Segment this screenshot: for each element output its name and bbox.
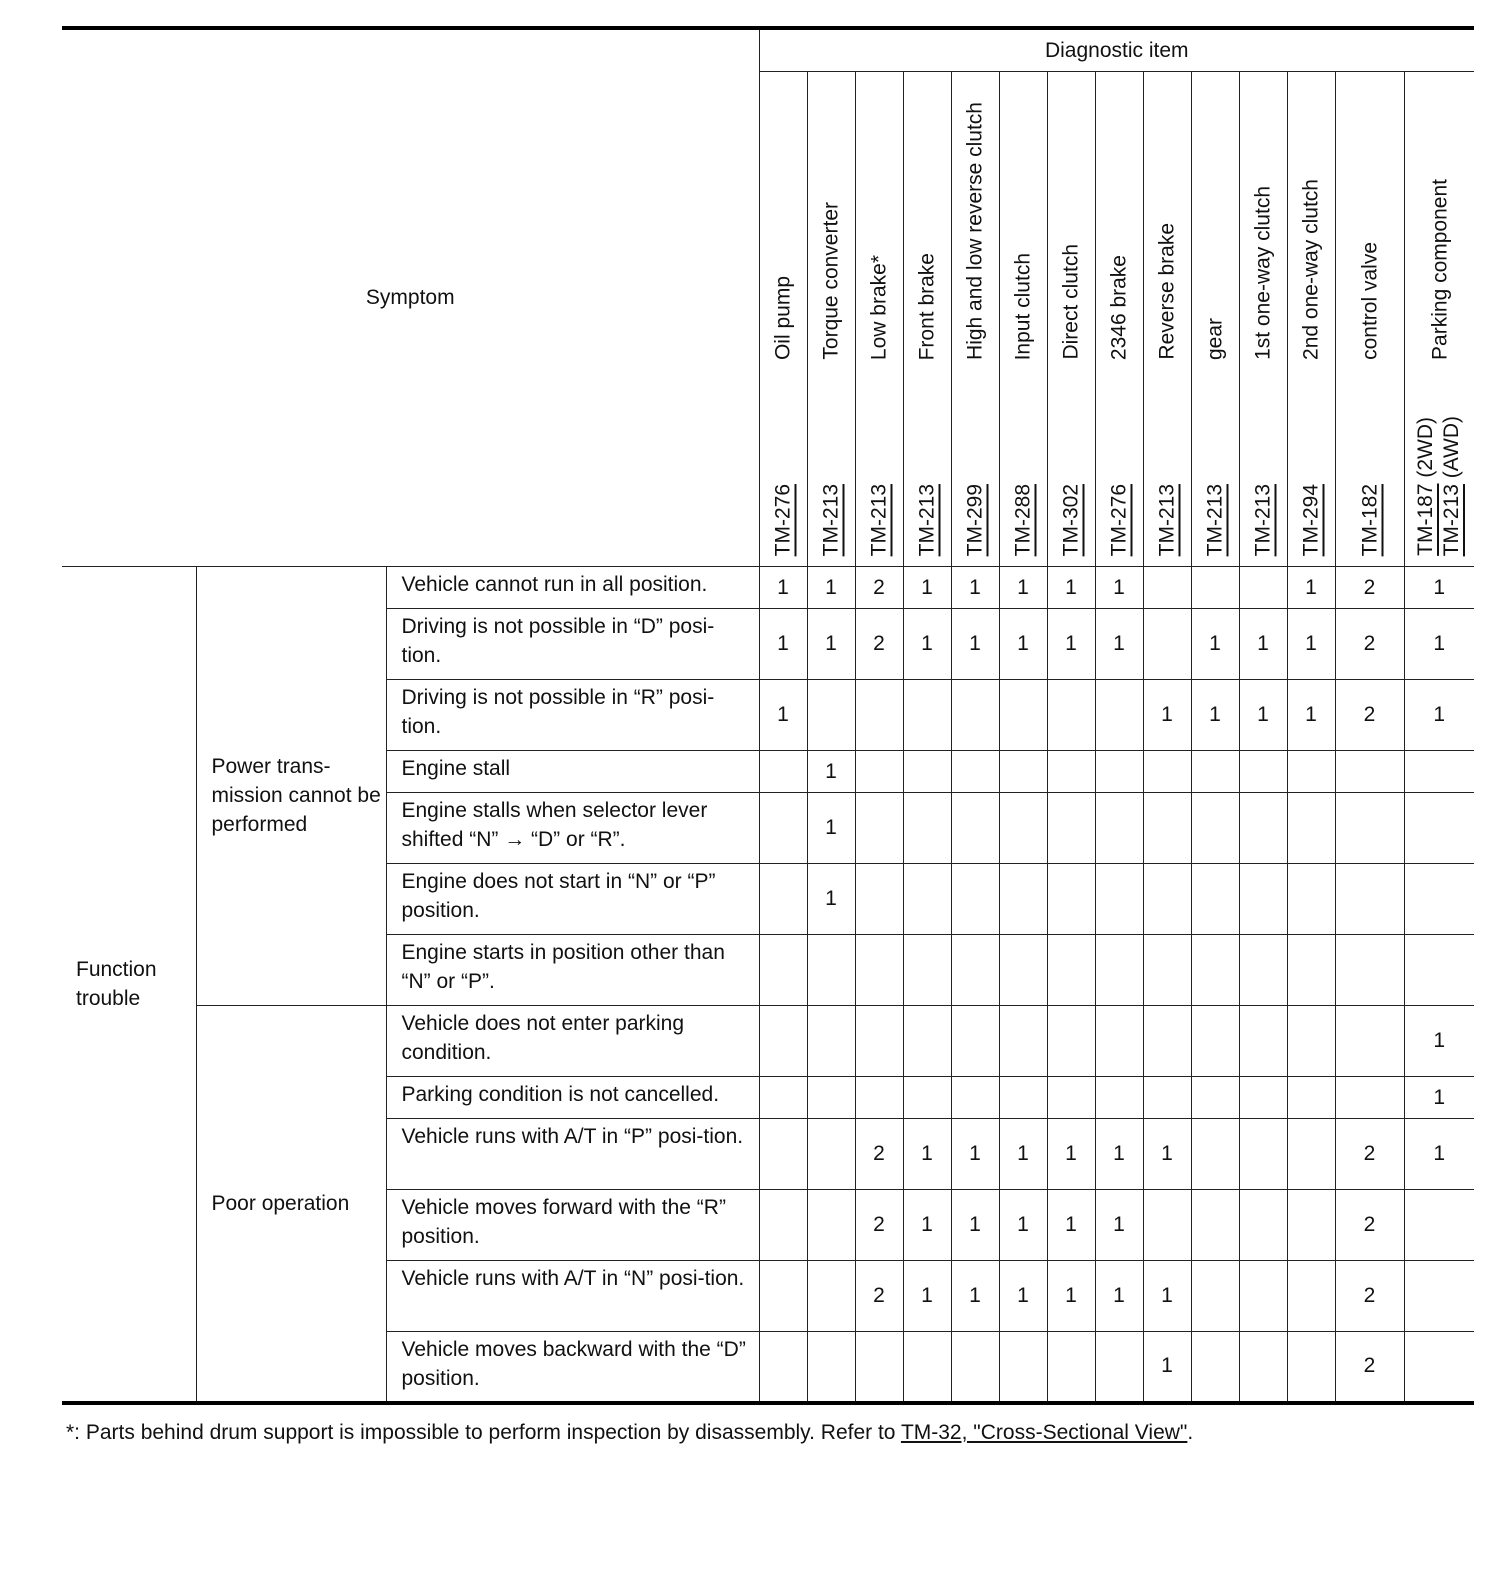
value-cell [759, 1190, 807, 1261]
category-cell: Function trouble [62, 567, 196, 1403]
value-cell: 1 [903, 1261, 951, 1332]
value-cell [1143, 567, 1191, 609]
column-ref-link[interactable]: TM-213 [915, 483, 939, 556]
value-cell: 1 [1143, 1119, 1191, 1190]
value-cell [999, 680, 1047, 751]
value-cell: 1 [1404, 609, 1474, 680]
value-cell [759, 935, 807, 1006]
value-cell [903, 680, 951, 751]
value-cell: 2 [1335, 1190, 1404, 1261]
value-cell [807, 680, 855, 751]
value-cell [1095, 751, 1143, 793]
value-cell [1143, 1006, 1191, 1077]
value-cell [1191, 1006, 1239, 1077]
value-cell [1404, 793, 1474, 864]
value-cell [855, 680, 903, 751]
column-ref-link[interactable]: TM-213 [1203, 483, 1227, 556]
value-cell [807, 1006, 855, 1077]
value-cell: 1 [951, 567, 999, 609]
value-cell [1287, 751, 1335, 793]
column-ref-link[interactable]: TM-182 [1358, 483, 1381, 556]
value-cell [903, 864, 951, 935]
symptom-cell: Engine stalls when selector lever shifted “N” → “D” or “R”. [386, 793, 759, 864]
column-name: control valve [1358, 242, 1381, 360]
value-cell [1404, 1332, 1474, 1403]
value-cell [1287, 1006, 1335, 1077]
column-header [1095, 72, 1143, 567]
value-cell [1143, 935, 1191, 1006]
value-cell [1191, 751, 1239, 793]
value-cell [1335, 1006, 1404, 1077]
value-cell: 1 [951, 1190, 999, 1261]
column-header [1335, 72, 1404, 567]
value-cell: 2 [855, 567, 903, 609]
value-cell [1095, 680, 1143, 751]
value-cell: 1 [807, 751, 855, 793]
value-cell [807, 1261, 855, 1332]
value-cell: 1 [999, 1261, 1047, 1332]
column-ref [1441, 416, 1462, 556]
column-ref-link[interactable]: TM-302 [1059, 483, 1083, 556]
value-cell [1047, 935, 1095, 1006]
value-cell [1047, 1006, 1095, 1077]
value-cell [807, 1119, 855, 1190]
value-cell [1404, 1190, 1474, 1261]
value-cell [1143, 1190, 1191, 1261]
value-cell: 1 [999, 1190, 1047, 1261]
value-cell: 2 [1335, 1261, 1404, 1332]
value-cell [1404, 864, 1474, 935]
column-header [999, 72, 1047, 567]
value-cell: 1 [1047, 1190, 1095, 1261]
column-header [807, 72, 855, 567]
value-cell: 1 [999, 1119, 1047, 1190]
value-cell [951, 935, 999, 1006]
column-name: Direct clutch [1059, 244, 1083, 360]
value-cell [903, 1332, 951, 1403]
footnote-text: *: Parts behind drum support is impossible to perform inspection by disassembly. Refer to [66, 1421, 901, 1444]
value-cell [1095, 1332, 1143, 1403]
column-name: 2nd one-way clutch [1299, 179, 1323, 360]
value-cell [951, 864, 999, 935]
value-cell [759, 793, 807, 864]
value-cell [1239, 1119, 1287, 1190]
value-cell [1095, 1077, 1143, 1119]
diagnostic-item-header: Diagnostic item [759, 28, 1474, 72]
value-cell: 1 [1143, 1332, 1191, 1403]
value-cell [999, 864, 1047, 935]
value-cell: 1 [951, 609, 999, 680]
value-cell: 1 [1404, 1006, 1474, 1077]
value-cell [855, 751, 903, 793]
symptom-cell: Engine stall [386, 751, 759, 793]
value-cell [903, 1006, 951, 1077]
value-cell: 2 [855, 609, 903, 680]
symptom-cell: Engine starts in position other than “N” or “P”. [386, 935, 759, 1006]
value-cell [1191, 864, 1239, 935]
column-ref-link[interactable]: TM-213 [819, 483, 843, 556]
value-cell: 1 [807, 567, 855, 609]
symptom-cell: Vehicle runs with A/T in “N” posi-tion. [386, 1261, 759, 1332]
value-cell [903, 793, 951, 864]
value-cell: 2 [1335, 609, 1404, 680]
value-cell [999, 793, 1047, 864]
column-header [1239, 72, 1287, 567]
column-ref-link[interactable]: TM-288 [1011, 483, 1035, 556]
value-cell: 1 [1143, 680, 1191, 751]
value-cell [855, 793, 903, 864]
value-cell: 1 [1095, 1190, 1143, 1261]
value-cell [951, 1332, 999, 1403]
value-cell: 1 [999, 609, 1047, 680]
value-cell: 2 [855, 1261, 903, 1332]
value-cell [855, 1077, 903, 1119]
column-ref-link[interactable]: TM-213 [1251, 483, 1275, 556]
column-ref-link[interactable]: TM-213 [867, 483, 891, 556]
column-header [1047, 72, 1095, 567]
value-cell [1287, 793, 1335, 864]
value-cell [1239, 793, 1287, 864]
column-header [855, 72, 903, 567]
value-cell [1095, 793, 1143, 864]
value-cell [759, 1261, 807, 1332]
value-cell [999, 751, 1047, 793]
value-cell [1239, 1077, 1287, 1119]
value-cell [1335, 751, 1404, 793]
column-header [759, 72, 807, 567]
value-cell [1047, 680, 1095, 751]
value-cell: 1 [1143, 1261, 1191, 1332]
footnote-end: . [1187, 1421, 1194, 1444]
value-cell: 1 [1287, 680, 1335, 751]
value-cell: 1 [903, 609, 951, 680]
value-cell [1191, 935, 1239, 1006]
value-cell [1143, 864, 1191, 935]
value-cell [1239, 751, 1287, 793]
symptom-header: Symptom [62, 28, 759, 567]
column-ref-link[interactable]: TM-276 [771, 483, 795, 556]
value-cell [1095, 1006, 1143, 1077]
column-ref-link[interactable]: TM-213 [1439, 483, 1463, 556]
symptom-cell: Driving is not possible in “R” posi-tion. [386, 680, 759, 751]
cross-sectional-view-link[interactable]: TM-32, "Cross-Sectional View" [900, 1421, 1188, 1444]
value-cell [1239, 1006, 1287, 1077]
column-name: Input clutch [1011, 252, 1035, 360]
value-cell [903, 751, 951, 793]
value-cell [951, 751, 999, 793]
column-header [1404, 72, 1474, 567]
value-cell [1047, 864, 1095, 935]
value-cell [1095, 864, 1143, 935]
value-cell [1239, 1261, 1287, 1332]
symptom-cell: Vehicle moves backward with the “D” position. [386, 1332, 759, 1403]
value-cell: 1 [1404, 1077, 1474, 1119]
symptom-cell: Vehicle moves forward with the “R” position. [386, 1190, 759, 1261]
value-cell: 1 [807, 793, 855, 864]
value-cell [999, 935, 1047, 1006]
column-name: 2346 brake [1107, 254, 1131, 360]
symptom-cell: Vehicle runs with A/T in “P” posi-tion. [386, 1119, 759, 1190]
value-cell [1335, 1077, 1404, 1119]
column-header [1143, 72, 1191, 567]
value-cell [759, 751, 807, 793]
value-cell [1404, 1261, 1474, 1332]
group-cell: Power trans-mission cannot be performed [196, 567, 386, 1006]
symptom-cell: Engine does not start in “N” or “P” position. [386, 864, 759, 935]
value-cell: 1 [807, 609, 855, 680]
value-cell: 2 [855, 1190, 903, 1261]
column-ref-link[interactable]: TM-276 [1107, 483, 1131, 556]
value-cell: 1 [1095, 567, 1143, 609]
value-cell [855, 935, 903, 1006]
value-cell [999, 1006, 1047, 1077]
value-cell: 1 [759, 609, 807, 680]
value-cell [1239, 1190, 1287, 1261]
value-cell [1287, 1119, 1335, 1190]
column-name: Front brake [915, 252, 939, 360]
value-cell: 1 [1047, 609, 1095, 680]
value-cell: 1 [1191, 680, 1239, 751]
column-ref-note: (AWD) [1439, 415, 1463, 484]
value-cell: 1 [903, 1119, 951, 1190]
value-cell: 1 [1095, 1261, 1143, 1332]
value-cell: 2 [855, 1119, 903, 1190]
value-cell: 1 [1047, 1261, 1095, 1332]
value-cell [1191, 1332, 1239, 1403]
column-name: Parking component [1428, 179, 1451, 360]
value-cell: 1 [1095, 1119, 1143, 1190]
value-cell [807, 1332, 855, 1403]
value-cell: 1 [1047, 567, 1095, 609]
value-cell [1287, 1190, 1335, 1261]
column-ref-link[interactable]: TM-187 [1413, 483, 1437, 556]
value-cell [855, 1332, 903, 1403]
column-name: High and low reverse clutch [963, 102, 987, 360]
value-cell: 1 [1287, 567, 1335, 609]
column-name: Reverse brake [1155, 223, 1179, 360]
value-cell [1095, 935, 1143, 1006]
value-cell [1143, 793, 1191, 864]
value-cell [951, 793, 999, 864]
column-header [1287, 72, 1335, 567]
value-cell: 1 [903, 567, 951, 609]
column-ref-link[interactable]: TM-299 [963, 483, 987, 556]
column-header [1191, 72, 1239, 567]
value-cell [1191, 793, 1239, 864]
value-cell [1191, 1119, 1239, 1190]
table-row [62, 567, 1474, 609]
value-cell [1191, 1077, 1239, 1119]
value-cell [1287, 1077, 1335, 1119]
value-cell [759, 1077, 807, 1119]
value-cell [807, 1077, 855, 1119]
value-cell [807, 1190, 855, 1261]
value-cell [1047, 1332, 1095, 1403]
column-name: gear [1203, 317, 1227, 360]
value-cell [999, 1077, 1047, 1119]
column-header [903, 72, 951, 567]
value-cell [1239, 1332, 1287, 1403]
value-cell: 1 [759, 567, 807, 609]
value-cell [1287, 1332, 1335, 1403]
column-name: Torque converter [819, 202, 843, 360]
value-cell [855, 1006, 903, 1077]
value-cell: 1 [1095, 609, 1143, 680]
table-row [62, 1006, 1474, 1077]
column-ref-link[interactable]: TM-294 [1299, 483, 1323, 556]
value-cell [1047, 793, 1095, 864]
group-cell: Poor operation [196, 1006, 386, 1403]
value-cell [1287, 1261, 1335, 1332]
value-cell [1143, 609, 1191, 680]
value-cell: 1 [1239, 609, 1287, 680]
value-cell [951, 1077, 999, 1119]
value-cell: 1 [1239, 680, 1287, 751]
value-cell [999, 1332, 1047, 1403]
value-cell [951, 680, 999, 751]
value-cell: 1 [903, 1190, 951, 1261]
value-cell [759, 1332, 807, 1403]
value-cell [807, 935, 855, 1006]
value-cell [759, 864, 807, 935]
value-cell: 1 [1404, 567, 1474, 609]
column-ref [1415, 417, 1436, 556]
value-cell: 1 [1404, 680, 1474, 751]
symptom-cell: Vehicle cannot run in all position. [386, 567, 759, 609]
diagnostic-table [62, 26, 1474, 1405]
table-body [62, 567, 1474, 1403]
column-name: Oil pump [771, 275, 795, 360]
value-cell [1335, 935, 1404, 1006]
value-cell [1143, 1077, 1191, 1119]
value-cell [951, 1006, 999, 1077]
value-cell: 1 [951, 1119, 999, 1190]
value-cell [1047, 751, 1095, 793]
value-cell: 2 [1335, 1332, 1404, 1403]
value-cell: 2 [1335, 567, 1404, 609]
value-cell: 2 [1335, 1119, 1404, 1190]
value-cell [759, 1119, 807, 1190]
value-cell [1047, 1077, 1095, 1119]
value-cell: 2 [1335, 680, 1404, 751]
value-cell: 1 [1404, 1119, 1474, 1190]
value-cell [1287, 935, 1335, 1006]
value-cell [1287, 864, 1335, 935]
column-name: 1st one-way clutch [1251, 186, 1275, 360]
value-cell [903, 935, 951, 1006]
value-cell [855, 864, 903, 935]
column-name: Low brake* [867, 254, 891, 360]
value-cell [759, 1006, 807, 1077]
value-cell [1404, 935, 1474, 1006]
value-cell [1335, 864, 1404, 935]
value-cell [1239, 935, 1287, 1006]
value-cell: 1 [759, 680, 807, 751]
symptom-cell: Parking condition is not cancelled. [386, 1077, 759, 1119]
value-cell: 1 [1191, 609, 1239, 680]
value-cell [1191, 1190, 1239, 1261]
value-cell: 1 [807, 864, 855, 935]
value-cell: 1 [999, 567, 1047, 609]
value-cell: 1 [1047, 1119, 1095, 1190]
symptom-cell: Vehicle does not enter parking condition. [386, 1006, 759, 1077]
value-cell [903, 1077, 951, 1119]
value-cell [1239, 864, 1287, 935]
value-cell [1191, 567, 1239, 609]
value-cell [1335, 793, 1404, 864]
value-cell: 1 [951, 1261, 999, 1332]
column-ref-note: (2WD) [1413, 417, 1437, 484]
value-cell [1143, 751, 1191, 793]
value-cell [1239, 567, 1287, 609]
value-cell [1191, 1261, 1239, 1332]
value-cell [1404, 751, 1474, 793]
column-header [951, 72, 999, 567]
column-ref-link[interactable]: TM-213 [1155, 483, 1179, 556]
symptom-cell: Driving is not possible in “D” posi-tion. [386, 609, 759, 680]
value-cell: 1 [1287, 609, 1335, 680]
footnote [66, 1421, 1193, 1445]
